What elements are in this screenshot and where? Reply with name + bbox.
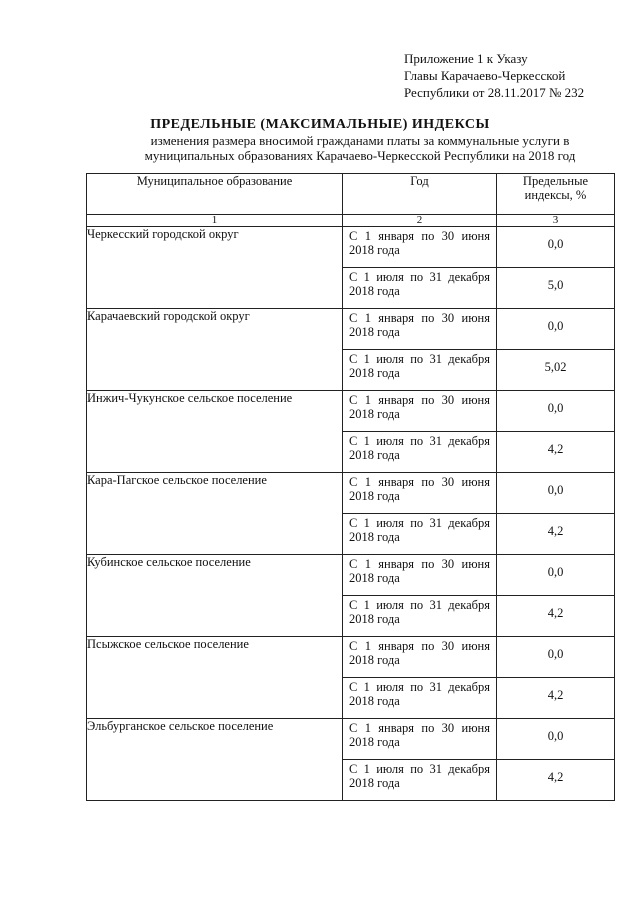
period-label: С 1 января по 30 июня 2018 года: [349, 639, 490, 667]
index-value-cell: [497, 637, 615, 719]
column-number-row: [87, 215, 615, 227]
municipality-cell: Кара-Пагское сельское поселение: [87, 473, 343, 555]
header-index-line-2: индексы, %: [524, 188, 587, 202]
index-value: 0,0: [547, 729, 564, 743]
index-value: 0,0: [547, 565, 564, 579]
index-value-cell: [497, 391, 615, 473]
header-year: Год: [343, 174, 497, 215]
municipality-cell: Эльбурганское сельское поселение: [87, 719, 343, 801]
index-value: 5,02: [497, 349, 614, 389]
table-header-row: [87, 174, 615, 215]
table-row: [87, 637, 615, 719]
index-value-cell: [497, 719, 615, 801]
index-value: 0,0: [547, 319, 564, 333]
municipality-cell: Кубинское сельское поселение: [87, 555, 343, 637]
period-cell: [343, 473, 497, 555]
annex-line-1: Приложение 1 к Указу: [404, 51, 528, 66]
period-label: С 1 июля по 31 декабря 2018 года: [343, 759, 496, 799]
period-label: С 1 июля по 31 декабря 2018 года: [343, 677, 496, 717]
index-value: 5,0: [497, 267, 614, 307]
period-cell: [343, 391, 497, 473]
period-cell: [343, 637, 497, 719]
index-value: 4,2: [497, 595, 614, 635]
period-label: С 1 июля по 31 декабря 2018 года: [343, 595, 496, 635]
period-label: С 1 января по 30 июня 2018 года: [349, 475, 490, 503]
index-value: 4,2: [497, 431, 614, 471]
period-cell: [343, 227, 497, 309]
index-value-cell: [497, 555, 615, 637]
subtitle-line-1: изменения размера вносимой гражданами платы за коммунальные услуги в: [150, 133, 570, 148]
municipality-cell: Карачаевский городской округ: [87, 309, 343, 391]
period-label: С 1 июля по 31 декабря 2018 года: [343, 267, 496, 307]
index-value-cell: [497, 227, 615, 309]
header-index-line-1: Предельные: [522, 174, 589, 188]
index-value-cell: [497, 309, 615, 391]
header-index: [497, 174, 615, 215]
table-row: [87, 473, 615, 555]
municipality-cell: Инжич-Чукунское сельское поселение: [87, 391, 343, 473]
period-label: С 1 января по 30 июня 2018 года: [349, 721, 490, 749]
period-cell: [343, 719, 497, 801]
annex-line-2: Главы Карачаево-Черкесской: [404, 68, 566, 83]
period-label: С 1 января по 30 июня 2018 года: [349, 393, 490, 421]
municipality-cell: Черкесский городской округ: [87, 227, 343, 309]
period-label: С 1 июля по 31 декабря 2018 года: [343, 349, 496, 389]
column-number: 2: [343, 215, 497, 227]
period-cell: [343, 555, 497, 637]
column-number: 3: [497, 215, 615, 227]
header-municipality: Муниципальное образование: [87, 174, 343, 215]
period-label: С 1 июля по 31 декабря 2018 года: [343, 513, 496, 553]
index-value: 4,2: [497, 677, 614, 717]
period-label: С 1 января по 30 июня 2018 года: [349, 557, 490, 585]
index-value: 0,0: [547, 647, 564, 661]
table-row: [87, 391, 615, 473]
period-label: С 1 января по 30 июня 2018 года: [349, 311, 490, 339]
index-value: 4,2: [497, 759, 614, 799]
index-value: 0,0: [547, 483, 564, 497]
document-title: ПРЕДЕЛЬНЫЕ (МАКСИМАЛЬНЫЕ) ИНДЕКСЫ: [150, 117, 490, 132]
municipality-cell: Псыжское сельское поселение: [87, 637, 343, 719]
index-value: 4,2: [497, 513, 614, 553]
table-row: [87, 227, 615, 309]
period-cell: [343, 309, 497, 391]
table-row: [87, 719, 615, 801]
annex-reference: [404, 50, 584, 101]
annex-line-3: Республики от 28.11.2017 № 232: [404, 85, 585, 100]
index-value-cell: [497, 473, 615, 555]
index-value: 0,0: [547, 237, 564, 251]
period-label: С 1 января по 30 июня 2018 года: [349, 229, 490, 257]
document-subtitle: [80, 133, 640, 163]
table-row: [87, 555, 615, 637]
table-row: [87, 309, 615, 391]
period-label: С 1 июля по 31 декабря 2018 года: [343, 431, 496, 471]
index-value: 0,0: [547, 401, 564, 415]
index-table: [86, 173, 615, 801]
column-number: 1: [87, 215, 343, 227]
subtitle-line-2: муниципальных образованиях Карачаево-Черкесской Республики на 2018 год: [144, 148, 576, 163]
